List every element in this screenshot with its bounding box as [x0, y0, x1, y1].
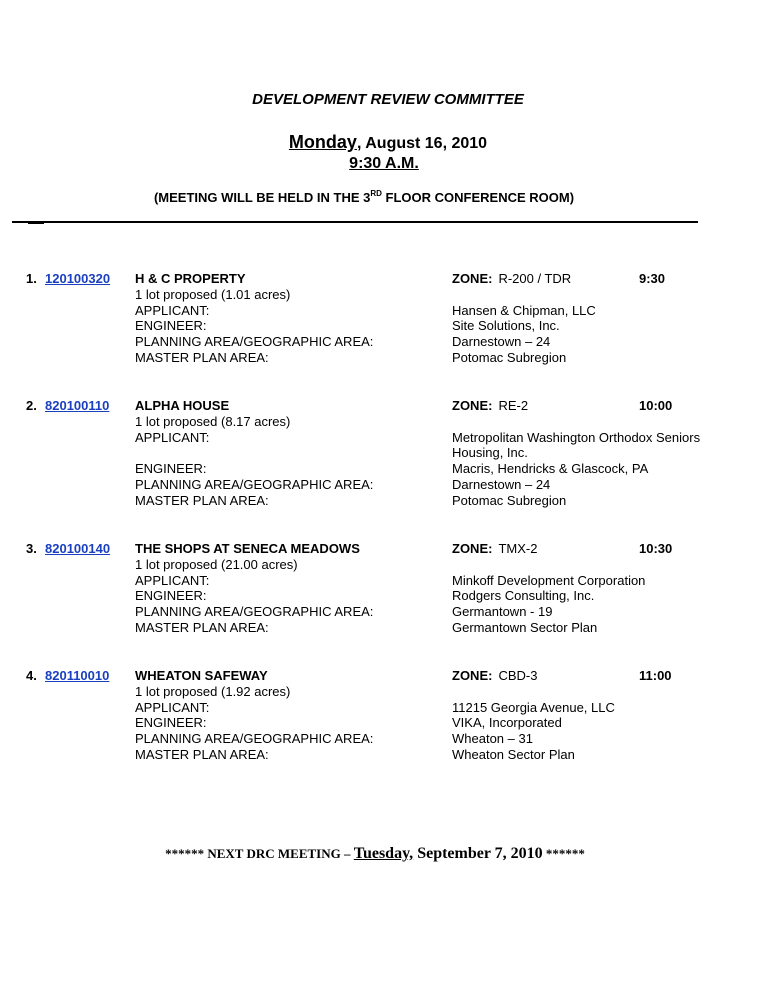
- detail-label: APPLICANT:: [135, 429, 210, 445]
- location-text-end: FLOOR CONFERENCE ROOM): [381, 190, 575, 205]
- detail-value: Darnestown – 24: [452, 476, 551, 492]
- zone-info: [452, 668, 537, 684]
- item-number: 1.: [26, 271, 37, 286]
- detail-value: Germantown Sector Plan: [452, 619, 598, 635]
- item-values: [452, 303, 596, 366]
- case-number-link[interactable]: 820100140: [45, 541, 111, 556]
- detail-label: MASTER PLAN AREA:: [135, 619, 269, 635]
- meeting-day: Monday: [288, 132, 357, 152]
- project-name: H & C PROPERTY: [135, 271, 246, 286]
- meeting-date-rest: , August 16, 2010: [356, 135, 488, 152]
- detail-label: 1 lot proposed (1.01 acres): [135, 286, 291, 302]
- detail-label: MASTER PLAN AREA:: [135, 492, 269, 508]
- case-number-link[interactable]: 120100320: [45, 271, 111, 286]
- zone-value: CBD-3: [498, 668, 538, 683]
- project-name: ALPHA HOUSE: [135, 398, 230, 413]
- item-values: [452, 430, 700, 509]
- zone-info: [452, 271, 571, 287]
- item-number: 2.: [26, 398, 37, 413]
- detail-label: APPLICANT:: [135, 699, 210, 715]
- detail-label: 1 lot proposed (21.00 acres): [135, 556, 298, 572]
- project-name: THE SHOPS AT SENECA MEADOWS: [135, 541, 360, 556]
- detail-value: Housing, Inc.: [452, 445, 528, 461]
- zone-label: ZONE:: [452, 271, 493, 286]
- detail-label: ENGINEER:: [135, 715, 207, 731]
- detail-value: Macris, Hendricks & Glascock, PA: [452, 461, 649, 477]
- item-values: [452, 700, 615, 763]
- detail-value: Wheaton Sector Plan: [452, 746, 575, 762]
- detail-value: Rodgers Consulting, Inc.: [452, 588, 595, 604]
- meeting-location: [0, 190, 728, 205]
- detail-label: 1 lot proposed (1.92 acres): [135, 683, 291, 699]
- next-meeting-prefix: ****** NEXT DRC MEETING –: [165, 846, 354, 861]
- item-time: 9:30: [639, 271, 666, 286]
- next-meeting-notice: [0, 845, 750, 863]
- detail-value: VIKA, Incorporated: [452, 715, 562, 731]
- detail-label: PLANNING AREA/GEOGRAPHIC AREA:: [135, 604, 374, 620]
- detail-value: Hansen & Chipman, LLC: [452, 302, 596, 318]
- detail-value: Darnestown – 24: [452, 334, 551, 350]
- detail-value: Minkoff Development Corporation: [452, 572, 646, 588]
- zone-value: RE-2: [498, 398, 529, 413]
- zone-label: ZONE:: [452, 541, 493, 556]
- committee-title: DEVELOPMENT REVIEW COMMITTEE: [252, 91, 524, 108]
- item-number: 3.: [26, 541, 37, 556]
- detail-label: [135, 445, 373, 461]
- detail-label: APPLICANT:: [135, 302, 210, 318]
- detail-value: Wheaton – 31: [452, 731, 533, 747]
- detail-label: PLANNING AREA/GEOGRAPHIC AREA:: [135, 731, 374, 747]
- detail-value: Metropolitan Washington Orthodox Seniors: [452, 429, 701, 445]
- item-details: [135, 271, 373, 366]
- detail-value: Germantown - 19: [452, 604, 553, 620]
- detail-value: Potomac Subregion: [452, 349, 567, 365]
- detail-value: Potomac Subregion: [452, 492, 567, 508]
- detail-label: 1 lot proposed (8.17 acres): [135, 413, 291, 429]
- detail-label: ENGINEER:: [135, 588, 207, 604]
- item-details: [135, 668, 373, 763]
- zone-label: ZONE:: [452, 668, 493, 683]
- project-name: WHEATON SAFEWAY: [135, 668, 268, 683]
- item-details: [135, 398, 373, 509]
- meeting-time: 9:30 A.M.: [349, 155, 419, 172]
- detail-label: MASTER PLAN AREA:: [135, 746, 269, 762]
- item-details: [135, 541, 373, 636]
- next-meeting-day: Tuesday,: [353, 845, 414, 862]
- item-number: 4.: [26, 668, 37, 683]
- case-number-link[interactable]: 820100110: [45, 398, 110, 413]
- detail-label: PLANNING AREA/GEOGRAPHIC AREA:: [135, 334, 374, 350]
- header-divider: [12, 221, 698, 223]
- detail-label: PLANNING AREA/GEOGRAPHIC AREA:: [135, 476, 374, 492]
- detail-label: APPLICANT:: [135, 572, 210, 588]
- item-time: 10:30: [639, 541, 673, 556]
- zone-value: R-200 / TDR: [498, 271, 572, 286]
- item-values: [452, 573, 645, 636]
- case-number-link[interactable]: 820110010: [45, 668, 110, 683]
- detail-value: Site Solutions, Inc.: [452, 318, 560, 334]
- zone-label: ZONE:: [452, 398, 493, 413]
- detail-label: ENGINEER:: [135, 318, 207, 334]
- detail-value: 11215 Georgia Avenue, LLC: [452, 699, 615, 715]
- zone-info: [452, 541, 537, 557]
- item-time: 10:00: [639, 398, 673, 413]
- item-time: 11:00: [639, 668, 672, 683]
- next-meeting-date: September 7, 2010: [413, 845, 543, 862]
- detail-label: MASTER PLAN AREA:: [135, 349, 269, 365]
- location-ordinal: RD: [370, 189, 382, 198]
- next-meeting-suffix: ******: [542, 846, 585, 861]
- location-text: (MEETING WILL BE HELD IN THE 3: [153, 190, 371, 205]
- meeting-date: [0, 132, 768, 153]
- detail-label: ENGINEER:: [135, 461, 207, 477]
- zone-info: [452, 398, 528, 414]
- zone-value: TMX-2: [498, 541, 538, 556]
- divider-tick: [28, 223, 44, 224]
